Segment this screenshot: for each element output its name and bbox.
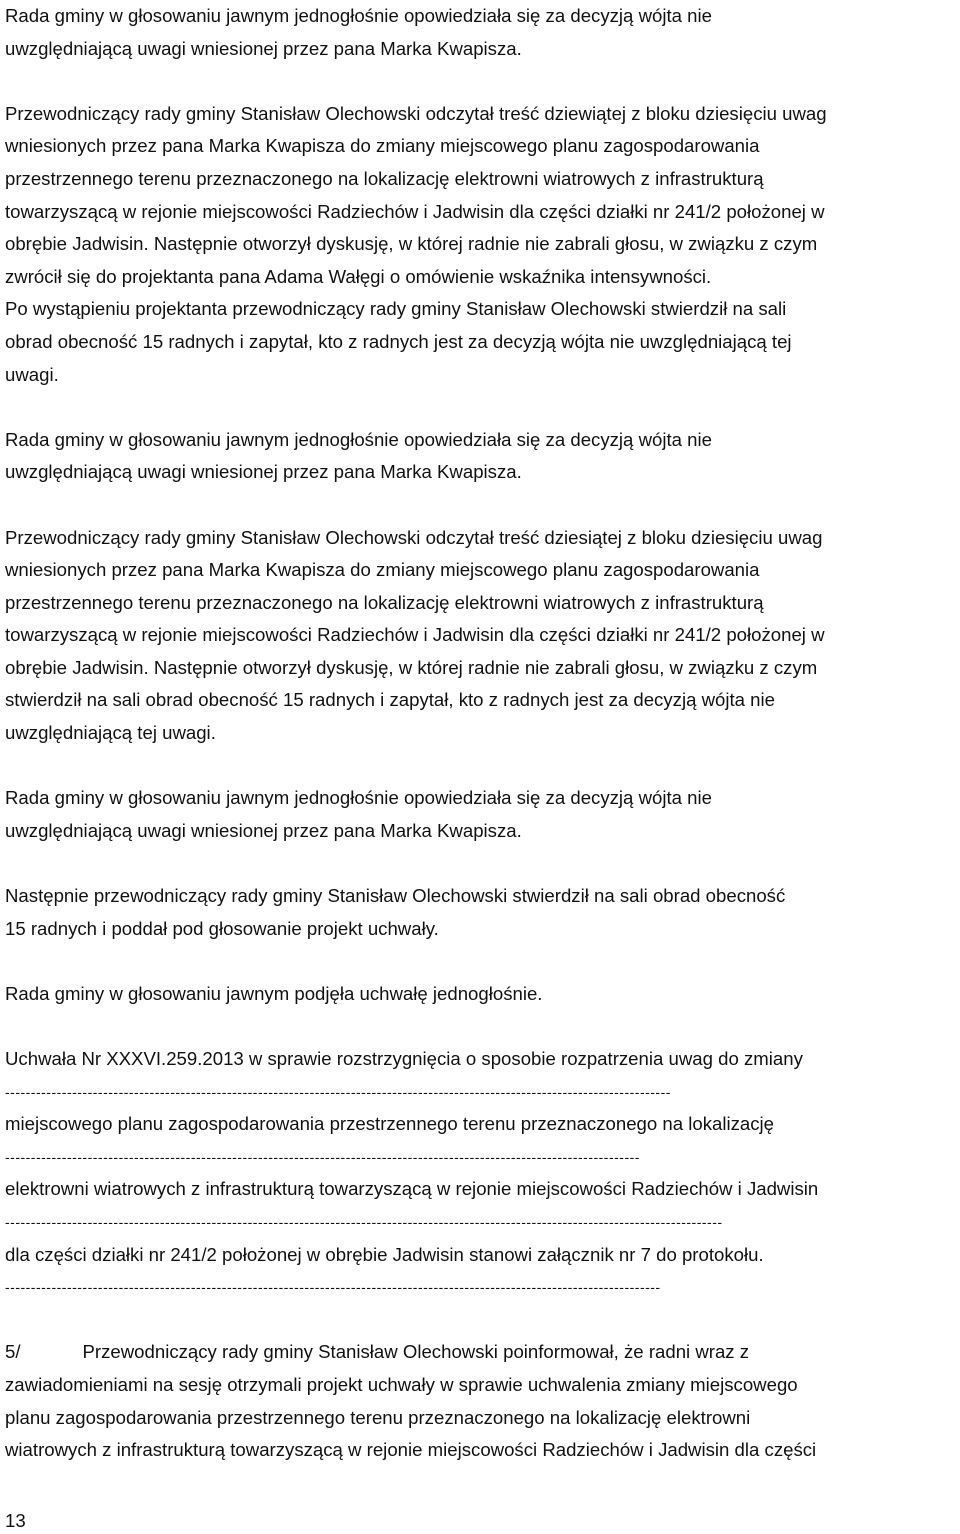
text-line: Rada gminy w głosowaniu jawnym jednogłośnie opowiedziała się za decyzją wójta nie <box>5 5 712 26</box>
spacer <box>5 1010 955 1043</box>
spacer <box>5 750 955 783</box>
text-line: obrad obecność 15 radnych i zapytał, kto z radnych jest za decyzją wójta nie uwzględniającą tej <box>5 330 792 352</box>
text-line: obrębie Jadwisin. Następnie otworzył dyskusję, w której radnie nie zabrali głosu, w związku z czym <box>5 656 818 678</box>
paragraph-vote-result-3 <box>5 782 955 847</box>
text-line: miejscowego planu zagospodarowania przestrzennego terenu przeznaczonego na lokalizację <box>5 1113 775 1135</box>
text-line: zwrócił się do projektanta pana Adama Wałęgi o omówienie wskaźnika intensywności. <box>5 265 712 287</box>
text-line: elektrowni wiatrowych z infrastrukturą towarzyszącą w rejonie miejscowości Radziechów i Jadwisin <box>5 1178 819 1200</box>
page-number: 13 <box>5 1510 26 1531</box>
text-line: Rada gminy w głosowaniu jawnym podjęła uchwałę jednogłośnie. <box>5 982 543 1004</box>
dash-separator: --------------------------------------------------------------------------------------------------------------------------------- <box>5 1083 671 1100</box>
text-line <box>5 1336 955 1369</box>
text-line: Rada gminy w głosowaniu jawnym jednogłośnie opowiedziała się za decyzją wójta nie <box>5 787 712 809</box>
text-line: Następnie przewodniczący rady gminy Stanisław Olechowski stwierdził na sali obrad obecność <box>5 885 786 907</box>
paragraph-vote-result-1 <box>5 0 955 65</box>
text-line: 15 radnych i poddał pod głosowanie projekt uchwały. <box>5 917 439 939</box>
text-line: Uchwała Nr XXXVI.259.2013 w sprawie rozstrzygnięcia o sposobie rozpatrzenia uwag do zmiany <box>5 1048 803 1069</box>
text-line: obrębie Jadwisin. Następnie otworzył dyskusję, w której radnie nie zabrali głosu, w związku z czym <box>5 233 818 255</box>
text-line: wniesionych przez pana Marka Kwapisza do zmiany miejscowego planu zagospodarowania <box>5 135 760 157</box>
paragraph-ninth-remark <box>5 98 955 391</box>
text-line: towarzyszącą w rejonie miejscowości Radziechów i Jadwisin dla części działki nr 241/2 położonej w <box>5 200 825 222</box>
text-line: uwzględniającą tej uwagi. <box>5 722 216 744</box>
text-line: stwierdził na sali obrad obecność 15 radnych i zapytał, kto z radnych jest za decyzją wójta nie <box>5 689 775 711</box>
item-number: 5/ <box>5 1341 21 1363</box>
text-line: przestrzennego terenu przeznaczonego na lokalizację elektrowni wiatrowych z infrastrukturą <box>5 167 764 189</box>
text-line: przestrzennego terenu przeznaczonego na lokalizację elektrowni wiatrowych z infrastrukturą <box>5 591 764 613</box>
document-page <box>5 0 955 1467</box>
text-line: zawiadomieniami na sesję otrzymali projekt uchwały w sprawie uchwalenia zmiany miejscowego <box>5 1373 798 1395</box>
dash-separator: --------------------------------------------------------------------------------------------------------------------------- <box>5 1148 640 1165</box>
spacer <box>5 1304 955 1337</box>
text-line: Po wystąpieniu projektanta przewodniczący rady gminy Stanisław Olechowski stwierdził na sali <box>5 298 787 320</box>
text-line: towarzyszącą w rejonie miejscowości Radziechów i Jadwisin dla części działki nr 241/2 położonej w <box>5 624 825 646</box>
spacer <box>5 65 955 98</box>
text-line: wiatrowych z infrastrukturą towarzyszącą w rejonie miejscowości Radziechów i Jadwisin dla części <box>5 1439 817 1461</box>
spacer <box>5 489 955 522</box>
paragraph-resolution-adopted <box>5 978 955 1011</box>
paragraph-vote-result-2 <box>5 424 955 489</box>
spacer <box>5 847 955 880</box>
text-line: Rada gminy w głosowaniu jawnym jednogłośnie opowiedziała się za decyzją wójta nie <box>5 428 712 450</box>
text-line: wniesionych przez pana Marka Kwapisza do zmiany miejscowego planu zagospodarowania <box>5 559 760 581</box>
dash-separator: ------------------------------------------------------------------------------------------------------------------------------- <box>5 1279 661 1296</box>
item-text: Przewodniczący rady gminy Stanisław Olechowski poinformował, że radni wraz z <box>82 1341 750 1363</box>
spacer <box>5 391 955 424</box>
text-line: Przewodniczący rady gminy Stanisław Olechowski odczytał treść dziesiątej z bloku dziesięciu uwag <box>5 526 823 548</box>
spacer <box>5 945 955 978</box>
text-line: uwagi. <box>5 363 59 385</box>
dash-separator: ------------------------------------------------------------------------------------------------------------------------------------------- <box>5 1213 723 1230</box>
paragraph-tenth-remark <box>5 522 955 750</box>
text-line: dla części działki nr 241/2 położonej w obrębie Jadwisin stanowi załącznik nr 7 do protokołu. <box>5 1243 764 1265</box>
text-line: uwzględniającą uwagi wniesionej przez pana Marka Kwapisza. <box>5 461 522 483</box>
text-line: uwzględniającą uwagi wniesionej przez pana Marka Kwapisza. <box>5 37 522 59</box>
paragraph-quorum <box>5 880 955 945</box>
text-line: Przewodniczący rady gminy Stanisław Olechowski odczytał treść dziewiątej z bloku dziesięciu uwag <box>5 102 827 124</box>
text-line: uwzględniającą uwagi wniesionej przez pana Marka Kwapisza. <box>5 819 522 841</box>
paragraph-item-5 <box>5 1336 955 1466</box>
text-line: planu zagospodarowania przestrzennego terenu przeznaczonego na lokalizację elektrowni <box>5 1406 751 1428</box>
paragraph-resolution <box>5 1043 955 1304</box>
